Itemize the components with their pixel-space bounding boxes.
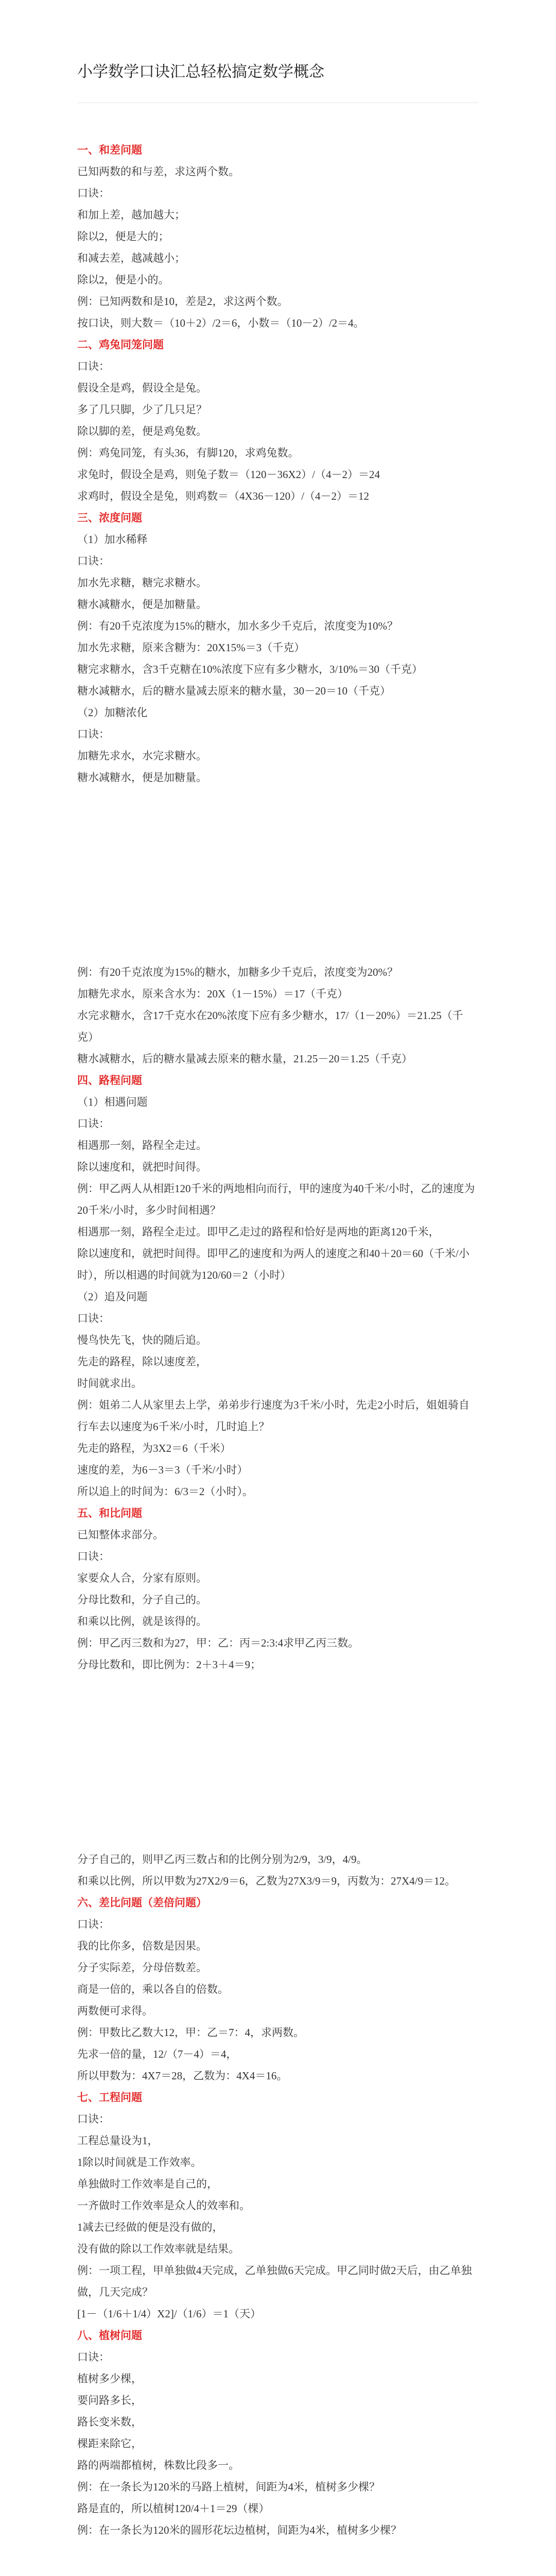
paragraph: 加糖先求水，水完求糖水。 <box>77 750 207 762</box>
paragraph: 两数便可求得。 <box>77 2005 153 2017</box>
paragraph: 例：在一条长为120米的圆形花坛边植树，间距为4米，植树多少棵？ <box>77 2524 402 2536</box>
paragraph: 相遇那一刻，路程全走过。即甲乙走过的路程和恰好是两地的距离120千米， <box>77 1226 440 1238</box>
paragraph: 除以速度和，就把时间得。 <box>77 1161 207 1173</box>
paragraph: 加水先求糖，糖完求糖水。 <box>77 577 207 589</box>
section <box>77 1070 479 1502</box>
paragraph: 糖水减糖水，便是加糖量。 <box>77 598 207 611</box>
paragraph: 路长变米数， <box>77 2416 142 2428</box>
section-heading: 三、浓度问题 <box>77 512 142 524</box>
subsection-heading: （1）相遇问题 <box>77 1096 148 1108</box>
paragraph: 多了几只脚，少了几只足？ <box>77 403 207 416</box>
paragraph: 所以甲数为：4X7＝28，乙数为：4X4＝16。 <box>77 2070 288 2082</box>
paragraph: 例：甲乙两人从相距120千米的两地相向而行，甲的速度为40千米/小时，乙的速度为20千米/小时，多少时间相遇？ <box>77 1182 475 1216</box>
paragraph: 我的比你多，倍数是因果。 <box>77 1940 207 1952</box>
paragraph: 先求一倍的量，12/（7－4）＝4， <box>77 2048 237 2060</box>
blank-space <box>77 788 479 961</box>
paragraph: 求兔时，假设全是鸡，则兔子数＝（120－36X2）/（4－2）＝24 <box>77 468 380 481</box>
section <box>77 139 479 334</box>
section-heading: 五、和比问题 <box>77 1507 142 1519</box>
paragraph: 和乘以比例，所以甲数为27X2/9＝6，乙数为27X3/9＝9，丙数为：27X4/9＝12。 <box>77 1875 456 1887</box>
paragraph: 先走的路程，除以速度差， <box>77 1355 207 1368</box>
paragraph: 例：有20千克浓度为15%的糖水，加水多少千克后，浓度变为10%？ <box>77 620 398 632</box>
paragraph: 分子自己的，则甲乙丙三数占和的比例分别为2/9，3/9，4/9。 <box>77 1853 368 1866</box>
blank-space <box>77 1675 479 1849</box>
paragraph: 例：姐弟二人从家里去上学，弟弟步行速度为3千米/小时，先走2小时后，姐姐骑自行车去以速度为6千米/小时，几时追上？ <box>77 1399 470 1433</box>
section-heading: 七、工程问题 <box>77 2091 142 2104</box>
paragraph: 假设全是鸡，假设全是兔。 <box>77 382 207 394</box>
paragraph: 单独做时工作效率是自己的， <box>77 2178 218 2190</box>
paragraph: 口诀： <box>77 360 110 372</box>
page-title: 小学数学口诀汇总轻松搞定数学概念 <box>77 63 324 80</box>
paragraph: 分母比数和，即比例为：2＋3＋4＝9； <box>77 1658 261 1671</box>
section-heading: 一、和差问题 <box>77 144 142 156</box>
paragraph: 分子实际差，分母倍数差。 <box>77 1961 207 1974</box>
section <box>77 1892 479 2087</box>
subsection-heading: （1）加水稀释 <box>77 533 148 546</box>
paragraph: 已知两数的和与差，求这两个数。 <box>77 165 239 178</box>
section <box>77 1502 479 1892</box>
paragraph: 路是直的，所以植树120/4＋1＝29（棵） <box>77 2502 270 2515</box>
paragraph: 按口诀，则大数＝（10＋2）/2＝6，小数＝（10－2）/2＝4。 <box>77 317 364 329</box>
paragraph: 已知整体求部分。 <box>77 1529 164 1541</box>
paragraph: 例：有20千克浓度为15%的糖水，加糖多少千克后，浓度变为20%？ <box>77 966 398 978</box>
paragraph: 植树多少棵， <box>77 2372 142 2385</box>
paragraph: 所以追上的时间为：6/3＝2（小时）。 <box>77 1485 253 1498</box>
paragraph: 糖水减糖水，便是加糖量。 <box>77 771 207 784</box>
paragraph: 除以2，便是小的。 <box>77 274 169 286</box>
section-heading: 六、差比问题（差倍问题） <box>77 1896 207 1909</box>
paragraph: 口诀： <box>77 187 110 199</box>
paragraph: 棵距来除它， <box>77 2437 142 2450</box>
paragraph: 商是一倍的，乘以各自的倍数。 <box>77 1983 229 1995</box>
subsection-heading: （2）加糖浓化 <box>77 706 148 719</box>
paragraph: 口诀： <box>77 728 110 740</box>
paragraph: 除以2，便是大的； <box>77 230 169 243</box>
paragraph: 路的两端都植树，株数比段多一。 <box>77 2459 239 2471</box>
paragraph: 和加上差，越加越大； <box>77 209 185 221</box>
paragraph: 糖水减糖水，后的糖水量减去原来的糖水量，30－20＝10（千克） <box>77 685 391 697</box>
paragraph: 工程总量设为1， <box>77 2134 159 2147</box>
paragraph: 和乘以比例，就是该得的。 <box>77 1615 207 1628</box>
paragraph: 除以速度和，就把时间得。即甲乙的速度和为两人的速度之和40＋20＝60（千米/小时），所以相遇的时间就为120/60＝2（小时） <box>77 1247 470 1281</box>
paragraph: 分母比数和，分子自己的。 <box>77 1594 207 1606</box>
paragraph: 例：已知两数和是10，差是2，求这两个数。 <box>77 295 288 308</box>
blank-space <box>77 2541 479 2576</box>
article-body <box>77 139 479 2576</box>
paragraph: 要问路多长， <box>77 2394 142 2406</box>
section-heading: 八、植树问题 <box>77 2329 142 2342</box>
paragraph: 除以脚的差，便是鸡兔数。 <box>77 425 207 437</box>
section <box>77 2087 479 2325</box>
paragraph: 先走的路程，为3X2＝6（千米） <box>77 1442 231 1454</box>
subsection-heading: （2）追及问题 <box>77 1291 148 1303</box>
paragraph: 速度的差，为6－3＝3（千米/小时） <box>77 1464 248 1476</box>
paragraph: 例：甲数比乙数大12，甲：乙＝7：4，求两数。 <box>77 2026 304 2039</box>
paragraph: 例：甲乙丙三数和为27，甲：乙：丙＝2:3:4求甲乙丙三数。 <box>77 1637 359 1649</box>
paragraph: 1减去已经做的便是没有做的， <box>77 2221 223 2233</box>
paragraph: 口诀： <box>77 1117 110 1130</box>
section-heading: 四、路程问题 <box>77 1074 142 1087</box>
section-heading: 二、鸡兔同笼问题 <box>77 338 164 351</box>
paragraph: 家要众人合，分家有原则。 <box>77 1572 207 1584</box>
paragraph: 加水先求糖，原来含糖为：20X15%＝3（千克） <box>77 641 305 654</box>
paragraph: 口诀： <box>77 2351 110 2363</box>
paragraph: 慢鸟快先飞，快的随后追。 <box>77 1334 207 1346</box>
paragraph: 一齐做时工作效率是众人的效率和。 <box>77 2199 250 2212</box>
paragraph: 口诀： <box>77 2113 110 2125</box>
section <box>77 507 479 1070</box>
paragraph: 求鸡时，假设全是兔，则鸡数＝（4X36－120）/（4－2）＝12 <box>77 490 369 502</box>
paragraph: 水完求糖水，含17千克水在20%浓度下应有多少糖水，17/（1－20%）＝21.25（千克） <box>77 1009 463 1043</box>
paragraph: 和减去差，越减越小； <box>77 252 185 264</box>
paragraph: 口诀： <box>77 1918 110 1930</box>
paragraph: 口诀： <box>77 1550 110 1563</box>
paragraph: 例：一项工程，甲单独做4天完成，乙单独做6天完成。甲乙同时做2天后，由乙单独做，几天完成？ <box>77 2264 472 2298</box>
section <box>77 334 479 507</box>
paragraph: 时间就求出。 <box>77 1377 142 1389</box>
paragraph: 没有做的除以工作效率就是结果。 <box>77 2243 239 2255</box>
paragraph: 1除以时间就是工作效率。 <box>77 2156 202 2168</box>
paragraph: 口诀： <box>77 1312 110 1325</box>
paragraph: 糖水减糖水，后的糖水量减去原来的糖水量，21.25－20＝1.25（千克） <box>77 1053 412 1065</box>
paragraph: 例：鸡兔同笼，有头36，有脚120，求鸡兔数。 <box>77 447 299 459</box>
paragraph: 相遇那一刻，路程全走过。 <box>77 1139 207 1151</box>
paragraph: 加糖先求水，原来含水为：20X（1－15%）＝17（千克） <box>77 988 349 1000</box>
paragraph: [1－（1/6＋1/4）X2]/（1/6）＝1（天） <box>77 2308 261 2320</box>
paragraph: 口诀： <box>77 555 110 567</box>
paragraph: 糖完求糖水，含3千克糖在10%浓度下应有多少糖水，3/10%＝30（千克） <box>77 663 423 675</box>
section <box>77 2325 479 2576</box>
paragraph: 例：在一条长为120米的马路上植树，间距为4米，植树多少棵？ <box>77 2481 380 2493</box>
